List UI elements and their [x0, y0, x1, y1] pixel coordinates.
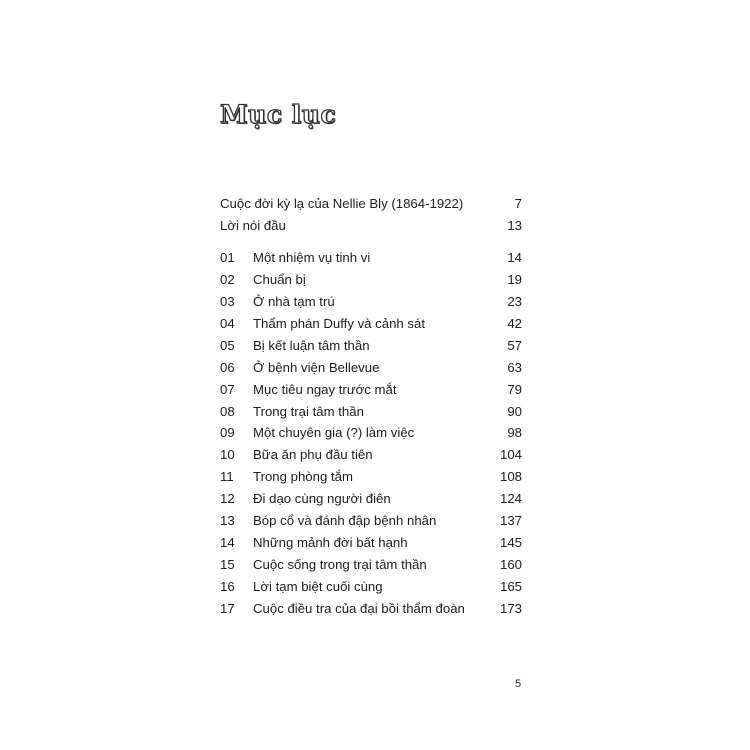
toc-chapter-entry	[220, 401, 522, 423]
toc-entry	[220, 215, 522, 237]
toc-chapter-entry	[220, 554, 522, 576]
toc-chapter-entry	[220, 313, 522, 335]
chapter-number: 17	[220, 600, 235, 616]
chapter-title: Cuộc điều tra của đại bồi thẩm đoàn	[253, 600, 465, 616]
chapter-page-number: 173	[499, 600, 522, 616]
chapter-title: Ở nhà tạm trú	[253, 294, 335, 310]
front-matter-list	[220, 193, 522, 237]
chapter-title: Một chuyên gia (?) làm việc	[253, 425, 415, 441]
chapter-page-number: 165	[499, 578, 522, 594]
chapter-page-number: 19	[507, 272, 522, 288]
chapter-page-number: 98	[507, 425, 522, 441]
toc-chapter-entry	[220, 576, 522, 598]
chapter-page-number: 145	[499, 534, 522, 550]
chapter-number: 05	[220, 337, 235, 353]
toc-chapter-entry	[220, 357, 522, 379]
toc-chapter-entry	[220, 532, 522, 554]
toc-chapter-entry	[220, 291, 522, 313]
chapter-number: 12	[220, 491, 235, 507]
chapter-number: 07	[220, 381, 235, 397]
chapter-title: Bữa ăn phụ đầu tiên	[253, 447, 373, 463]
chapter-page-number: 137	[499, 512, 522, 528]
chapter-title: Đi dạo cùng người điên	[253, 491, 391, 507]
chapter-number: 11	[220, 469, 234, 485]
toc-chapter-entry	[220, 510, 522, 532]
chapter-page-number: 104	[499, 447, 522, 463]
chapter-title: Trong trại tâm thần	[253, 403, 364, 419]
section-gap	[220, 237, 522, 248]
chapter-page-number: 90	[507, 403, 522, 419]
toc-chapter-entry	[220, 488, 522, 510]
chapter-number: 13	[220, 512, 235, 528]
page-title: Mục lục	[220, 100, 337, 129]
chapter-title: Ở bệnh viện Bellevue	[253, 359, 380, 375]
chapter-page-number: 57	[507, 337, 522, 353]
chapter-page-number: 23	[507, 294, 522, 310]
toc-chapter-entry	[220, 335, 522, 357]
toc-chapter-entry	[220, 466, 522, 488]
entry-page-number: 13	[507, 217, 522, 233]
chapter-number: 04	[220, 315, 235, 331]
entry-title: Cuộc đời kỳ lạ của Nellie Bly (1864-1922)	[220, 196, 464, 211]
chapter-page-number: 63	[507, 359, 522, 375]
chapter-number: 09	[220, 425, 235, 441]
chapter-page-number: 108	[499, 469, 522, 485]
chapter-number: 03	[220, 294, 235, 310]
chapter-number: 10	[220, 447, 235, 463]
toc-chapter-entry	[220, 598, 522, 620]
chapter-number: 08	[220, 403, 235, 419]
chapter-page-number: 124	[499, 491, 522, 507]
table-of-contents	[220, 193, 522, 619]
chapter-number: 06	[220, 359, 235, 375]
chapter-page-number: 42	[507, 315, 522, 331]
chapter-title: Một nhiệm vụ tinh vi	[253, 250, 371, 266]
chapter-page-number: 79	[507, 381, 522, 397]
chapter-title: Thẩm phán Duffy và cảnh sát	[253, 315, 426, 331]
chapter-page-number: 160	[499, 556, 522, 572]
chapter-number: 14	[220, 534, 235, 550]
toc-entry	[220, 193, 522, 215]
chapter-title: Trong phòng tắm	[253, 469, 353, 485]
chapter-number: 02	[220, 272, 235, 288]
chapter-title: Những mảnh đời bất hạnh	[253, 534, 408, 550]
chapter-title: Chuẩn bị	[253, 272, 306, 288]
chapter-title: Cuộc sống trong trại tâm thần	[253, 556, 427, 572]
toc-chapter-entry	[220, 247, 522, 269]
chapter-number: 15	[220, 556, 235, 572]
toc-chapter-entry	[220, 379, 522, 401]
chapter-list	[220, 247, 522, 619]
chapter-title: Bị kết luận tâm thần	[253, 337, 370, 353]
toc-chapter-entry	[220, 269, 522, 291]
toc-chapter-entry	[220, 444, 522, 466]
chapter-title: Bóp cổ và đánh đập bệnh nhân	[253, 512, 437, 528]
chapter-page-number: 14	[507, 250, 522, 266]
page-number: 5	[514, 678, 522, 690]
chapter-number: 16	[220, 578, 235, 594]
chapter-number: 01	[220, 250, 235, 266]
entry-title: Lời nói đầu	[220, 217, 286, 233]
chapter-title: Mục tiêu ngay trước mắt	[253, 381, 397, 397]
entry-page-number: 7	[514, 196, 522, 211]
chapter-title: Lời tạm biệt cuối cùng	[253, 578, 383, 594]
toc-chapter-entry	[220, 422, 522, 444]
